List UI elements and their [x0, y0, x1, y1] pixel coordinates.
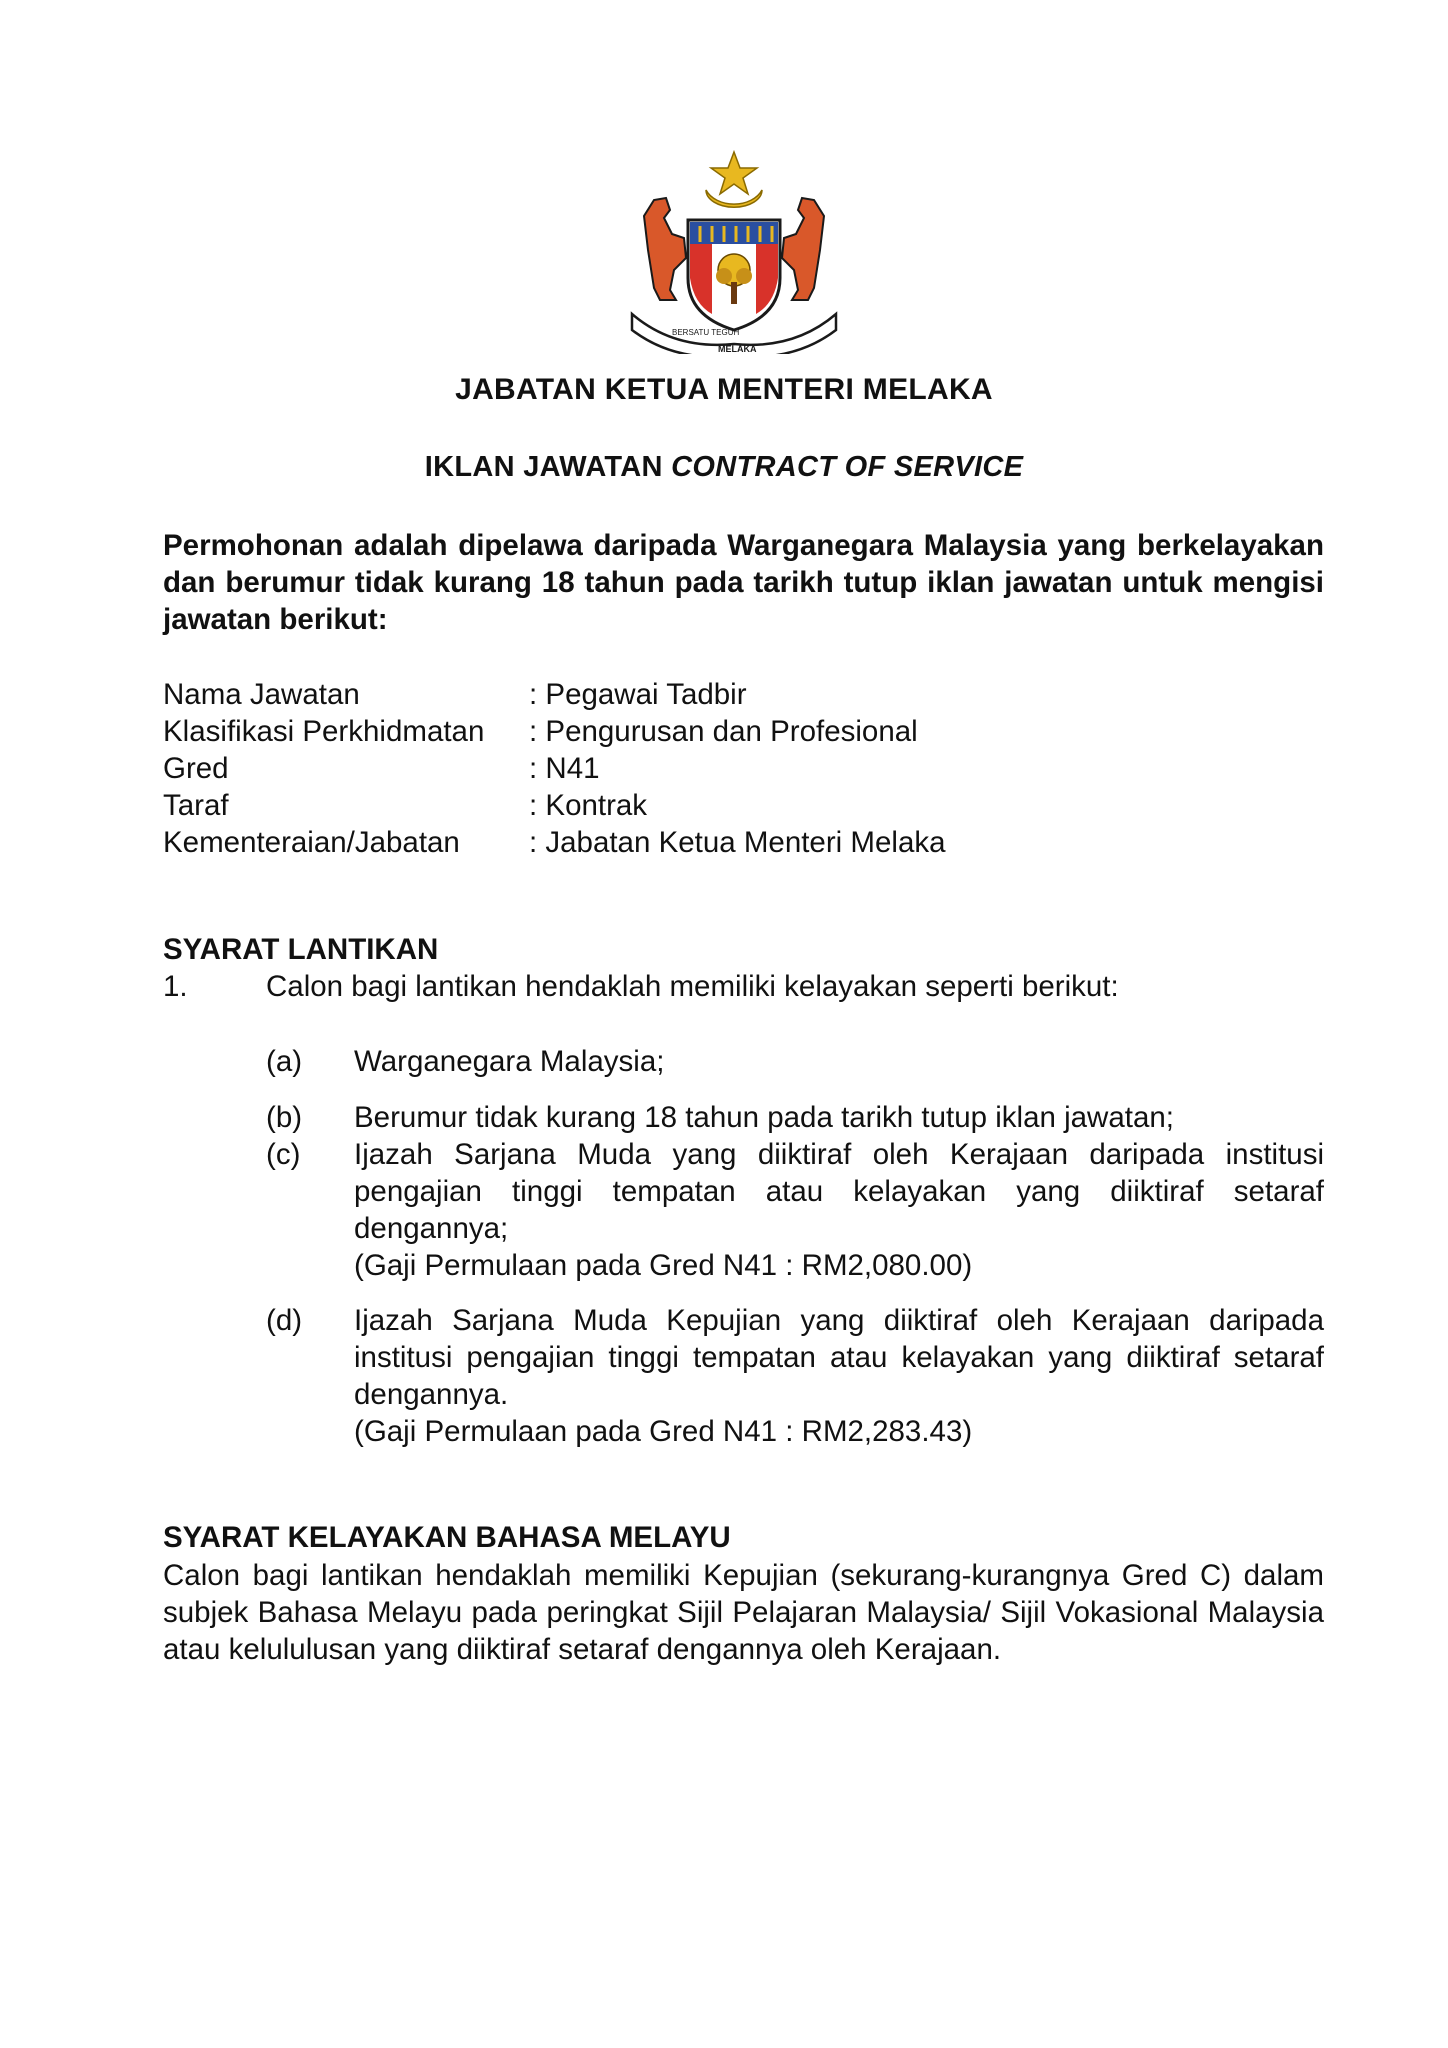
sub-item-label: (d): [266, 1304, 303, 1337]
syarat-bahasa-title: SYARAT KELAYAKAN BAHASA MELAYU: [163, 1521, 731, 1554]
detail-value: : N41: [529, 752, 600, 785]
syarat-bahasa-text: Calon bagi lantikan hendaklah memiliki Kepujian (sekurang-kurangnya Gred C) dalam subjek Bahasa Melayu pada peringkat Sijil Pelajaran Malaysia/ Sijil Vokasional Malaysia atau kelululusan yang diiktiraf setaraf dengannya oleh Kerajaan.: [163, 1559, 1324, 1666]
detail-row: [163, 713, 946, 750]
requirement-item: [163, 970, 1119, 1004]
sub-item-text: Ijazah Sarjana Muda yang diiktiraf oleh Kerajaan daripada institusi pengajian tinggi tempatan atau kelayakan yang diiktiraf setaraf dengannya;: [354, 1138, 1324, 1245]
detail-label: Taraf: [163, 789, 229, 822]
detail-value: : Pengurusan dan Profesional: [529, 715, 918, 748]
detail-row: [163, 824, 946, 861]
detail-label: Klasifikasi Perkhidmatan: [163, 715, 485, 748]
salary-note: (Gaji Permulaan pada Gred N41 : RM2,283.43): [354, 1415, 973, 1448]
detail-label: Gred: [163, 752, 229, 785]
detail-value: : Pegawai Tadbir: [529, 678, 747, 711]
detail-row: [163, 750, 946, 787]
crest-motto: BERSATU TEGUH: [672, 328, 740, 337]
detail-row: [163, 787, 946, 824]
detail-value: : Jabatan Ketua Menteri Melaka: [529, 826, 946, 859]
sub-item-label: (b): [266, 1101, 303, 1134]
detail-label: Kementeraian/Jabatan: [163, 826, 460, 859]
ad-title-italic: CONTRACT OF SERVICE: [671, 451, 1024, 483]
melaka-coat-of-arms-icon: [614, 138, 854, 354]
item-number: 1.: [163, 970, 188, 1003]
job-details: [163, 676, 946, 861]
sub-item-text: Berumur tidak kurang 18 tahun pada tarikh tutup iklan jawatan;: [354, 1101, 1174, 1134]
syarat-lantikan-title: SYARAT LANTIKAN: [163, 933, 439, 966]
intro-paragraph: Permohonan adalah dipelawa daripada Warganegara Malaysia yang berkelayakan dan berumur tidak kurang 18 tahun pada tarikh tutup iklan jawatan untuk mengisi jawatan berikut:: [163, 529, 1324, 636]
sub-item-label: (a): [266, 1045, 303, 1078]
ad-title: [0, 451, 1448, 484]
sub-item-label: (c): [266, 1138, 301, 1171]
item-text: Calon bagi lantikan hendaklah memiliki kelayakan seperti berikut:: [266, 970, 1119, 1003]
salary-note: (Gaji Permulaan pada Gred N41 : RM2,080.00): [354, 1249, 973, 1282]
detail-row: [163, 676, 946, 713]
sub-item-text: Ijazah Sarjana Muda Kepujian yang diiktiraf oleh Kerajaan daripada institusi pengajian tinggi tempatan atau kelayakan yang diiktiraf setaraf dengannya.: [354, 1304, 1324, 1411]
sub-item: [266, 1302, 1324, 1450]
sub-item: [266, 1099, 1324, 1136]
sub-item: [266, 1136, 1324, 1284]
detail-value: : Kontrak: [529, 789, 648, 822]
ad-title-plain: IKLAN JAWATAN: [424, 451, 663, 483]
crest-banner: MELAKA: [718, 344, 757, 354]
sub-item-text: Warganegara Malaysia;: [354, 1045, 665, 1078]
detail-label: Nama Jawatan: [163, 678, 360, 711]
sub-item: [266, 1043, 1324, 1080]
department-title: JABATAN KETUA MENTERI MELAKA: [455, 373, 993, 406]
